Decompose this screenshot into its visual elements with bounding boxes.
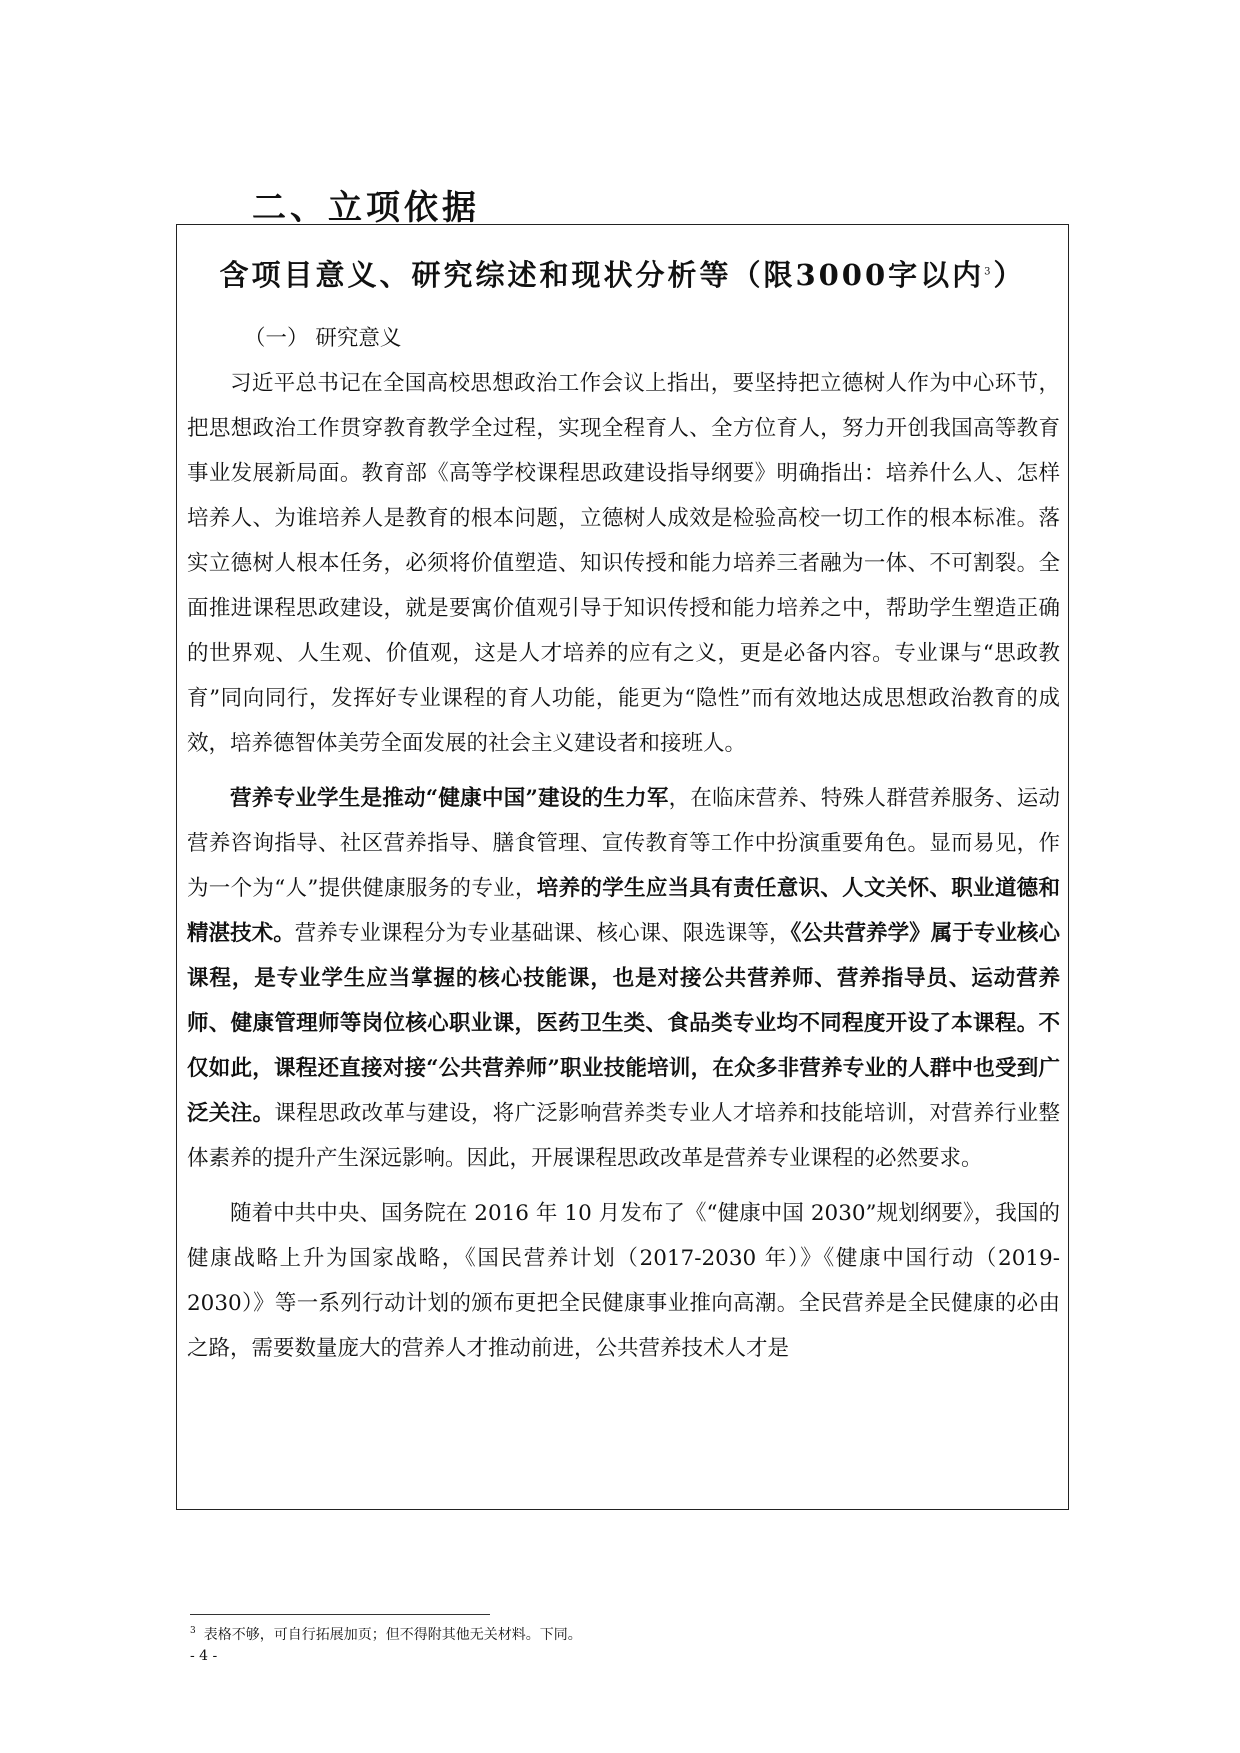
paragraph-2-text-3: 课程思政改革与建设，将广泛影响营养类专业人才培养和技能培训，对营养行业整体素养的提升产生深远影响。因此，开展课程思政改革是营养专业课程的必然要求。 xyxy=(187,1101,1060,1171)
footnote-ref: 3 xyxy=(984,266,994,278)
paragraph-2 xyxy=(187,776,1060,1181)
box-title-text: 含项目意义、研究综述和现状分析等（限3000字以内 xyxy=(219,258,985,292)
subsection-label: （一） 研究意义 xyxy=(244,326,402,351)
paragraph-3: 随着中共中央、国务院在 2016 年 10 月发布了《“健康中国 2030”规划纲要》，我国的健康战略上升为国家战略，《国民营养计划（2017-2030 年）》《健康中国行动（2019-2030）》等一系列行动计划的颁布更把全民健康事业推向高潮。全民营养是全民健康的必由之路，需要数量庞大的营养人才推动前进，公共营养技术人才是 xyxy=(187,1201,1060,1361)
paragraph-2-text-1: ，在临床营养、特殊人群营养服务、运动营养咨询指导、社区营养指导、膳食管理、宣传教育等工作中扮演重要角色。显而易见，作为一个为“人”提供健康服务的专业， xyxy=(187,786,1060,901)
paragraph-2-text-2: 营养专业课程分为专业基础课、核心课、限选课等， xyxy=(294,921,791,946)
content-box xyxy=(176,224,1069,1510)
emphasis-1: 营养专业学生是推动“健康中国”建设的生力军 xyxy=(230,786,669,811)
footnote xyxy=(190,1624,582,1644)
paragraph-1: 习近平总书记在全国高校思想政治工作会议上指出，要坚持把立德树人作为中心环节，把思想政治工作贯穿教育教学全过程，实现全程育人、全方位育人，努力开创我国高等教育事业发展新局面。教育部《高等学校课程思政建设指导纲要》明确指出：培养什么人、怎样培养人、为谁培养人是教育的根本问题，立德树人成效是检验高校一切工作的根本标准。落实立德树人根本任务，必须将价值塑造、知识传授和能力培养三者融为一体、不可割裂。全面推进课程思政建设，就是要寓价值观引导于知识传授和能力培养之中，帮助学生塑造正确的世界观、人生观、价值观，这是人才培养的应有之义，更是必备内容。专业课与“思政教育”同向同行，发挥好专业课程的育人功能，能更为“隐性”而有效地达成思想政治教育的成效，培养德智体美劳全面发展的社会主义建设者和接班人。 xyxy=(187,371,1060,756)
box-title-close: ） xyxy=(993,258,1026,292)
emphasis-2: 培养的学生应当具有责任意识、人文关怀、职业道德和精湛技术。 xyxy=(187,876,1060,946)
emphasis-3: 《公共营养学》属于专业核心课程，是专业学生应当掌握的核心技能课，也是对接公共营养师、营养指导员、运动营养师、健康管理师等岗位核心职业课，医药卫生类、食品类专业均不同程度开设了本课程。不仅如此，课程还直接对接“公共营养师”职业技能培训，在众多非营养专业的人群中也受到广泛关注。 xyxy=(187,921,1060,1126)
footnote-divider xyxy=(190,1614,490,1615)
body-text xyxy=(177,316,1068,1371)
page-number: - 4 - xyxy=(190,1648,218,1664)
footnote-text: 表格不够，可自行拓展加页；但不得附其他无关材料。下同。 xyxy=(203,1627,582,1643)
section-heading: 二、立项依据 xyxy=(252,188,480,228)
box-title xyxy=(177,253,1068,294)
footnote-marker: 3 xyxy=(190,1626,196,1637)
